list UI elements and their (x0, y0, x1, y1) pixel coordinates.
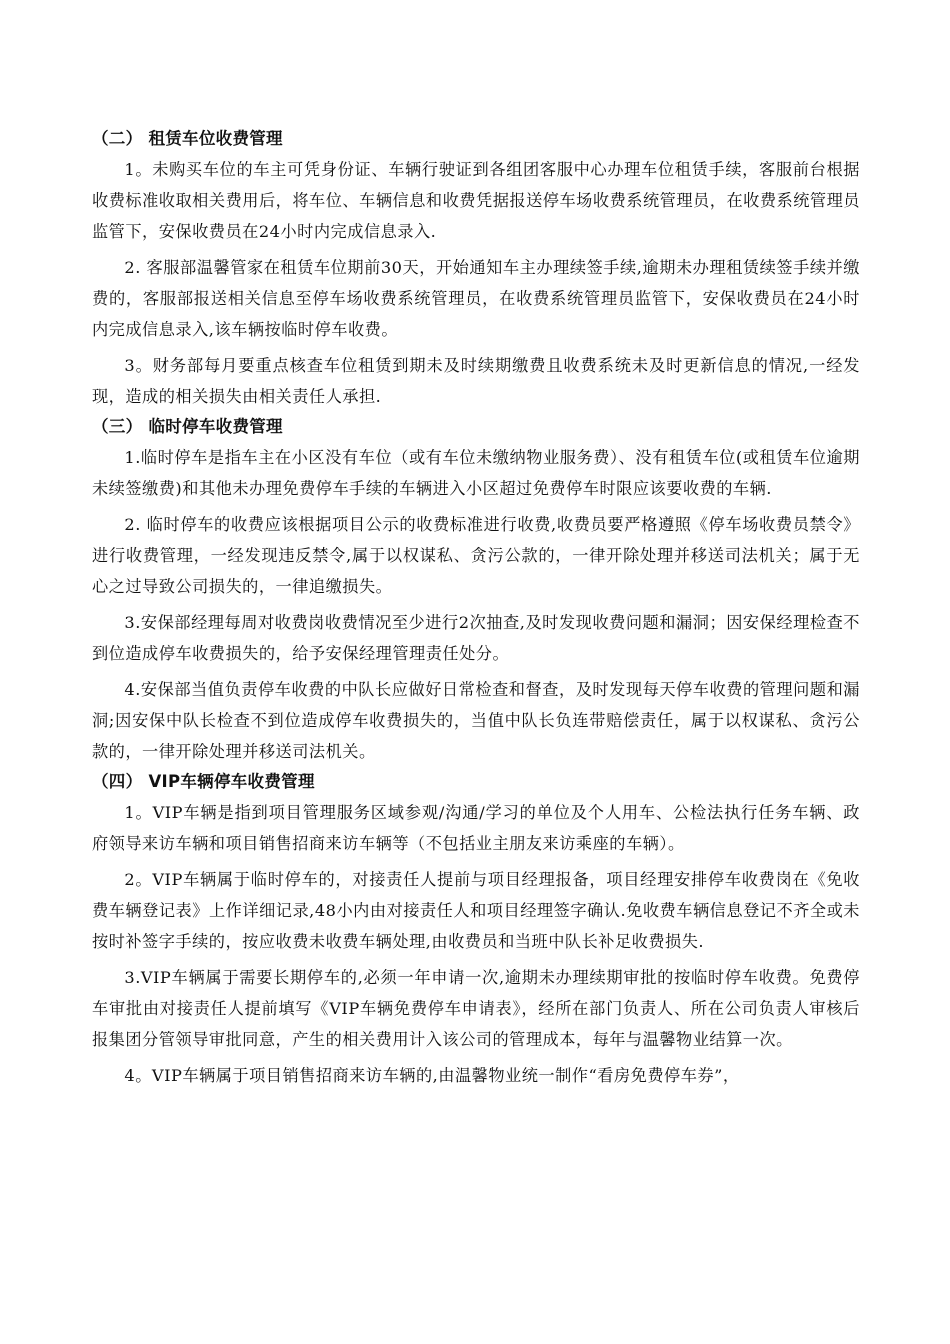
paragraph: 4.安保部当值负责停车收费的中队长应做好日常检查和督查，及时发现每天停车收费的管理问题和漏洞;因安保中队长检查不到位造成停车收费损失的，当值中队长负连带赔偿责任，属于以权谋私、贪污公款的，一律开除处理并移送司法机关。 (92, 680, 860, 761)
paragraph: 3.安保部经理每周对收费岗收费情况至少进行2次抽查,及时发现收费问题和漏洞；因安保经理检查不到位造成停车收费损失的，给予安保经理管理责任处分。 (92, 613, 860, 663)
paragraph: 1.临时停车是指车主在小区没有车位（或有车位未缴纳物业服务费）、没有租赁车位(或租赁车位逾期未续签缴费)和其他未办理免费停车手续的车辆进入小区超过免费停车时限应该要收费的车辆. (92, 448, 860, 498)
paragraph: 4。VIP车辆属于项目销售招商来访车辆的,由温馨物业统一制作“看房免费停车券”， (124, 1066, 740, 1085)
section-heading: （四） VIP车辆停车收费管理 (92, 772, 315, 791)
paragraph: 2. 临时停车的收费应该根据项目公示的收费标准进行收费,收费员要严格遵照《停车场收费员禁令》进行收费管理，一经发现违反禁令,属于以权谋私、贪污公款的，一律开除处理并移送司法机关；属于无心之过导致公司损失的，一律追缴损失。 (92, 515, 860, 596)
paragraph: 1。未购买车位的车主可凭身份证、车辆行驶证到各组团客服中心办理车位租赁手续，客服前台根据收费标准收取相关费用后，将车位、车辆信息和收费凭据报送停车场收费系统管理员，在收费系统管理员监管下，安保收费员在24小时内完成信息录入. (92, 160, 860, 241)
paragraph: 3.VIP车辆属于需要长期停车的,必须一年申请一次,逾期未办理续期审批的按临时停车收费。免费停车审批由对接责任人提前填写《VIP车辆免费停车申请表》，经所在部门负责人、所在公司负责人审核后报集团分管领导审批同意，产生的相关费用计入该公司的管理成本，每年与温馨物业结算一次。 (92, 968, 860, 1049)
section-heading: （三） 临时停车收费管理 (92, 417, 283, 436)
section-temporary-parking (92, 412, 860, 767)
paragraph: 1。VIP车辆是指到项目管理服务区域参观/沟通/学习的单位及个人用车、公检法执行任务车辆、政府领导来访车辆和项目销售招商来访车辆等（不包括业主朋友来访乘座的车辆）。 (92, 803, 860, 853)
paragraph: 2. 客服部温馨管家在租赁车位期前30天，开始通知车主办理续签手续,逾期未办理租赁续签手续并缴费的，客服部报送相关信息至停车场收费系统管理员，在收费系统管理员监管下，安保收费员在24小时内完成信息录入,该车辆按临时停车收费。 (92, 258, 860, 339)
paragraph: 2。VIP车辆属于临时停车的，对接责任人提前与项目经理报备，项目经理安排停车收费岗在《免收费车辆登记表》上作详细记录,48小内由对接责任人和项目经理签字确认.免收费车辆信息登记不齐全或未按时补签字手续的，按应收费未收费车辆处理,由收费员和当班中队长补足收费损失. (92, 870, 860, 951)
section-vip-parking (92, 767, 860, 1091)
section-rental-parking (92, 124, 860, 412)
paragraph: 3。财务部每月要重点核查车位租赁到期未及时续期缴费且收费系统未及时更新信息的情况,一经发现，造成的相关损失由相关责任人承担. (92, 356, 860, 406)
document-page (92, 124, 860, 1091)
section-heading: （二） 租赁车位收费管理 (92, 129, 283, 148)
